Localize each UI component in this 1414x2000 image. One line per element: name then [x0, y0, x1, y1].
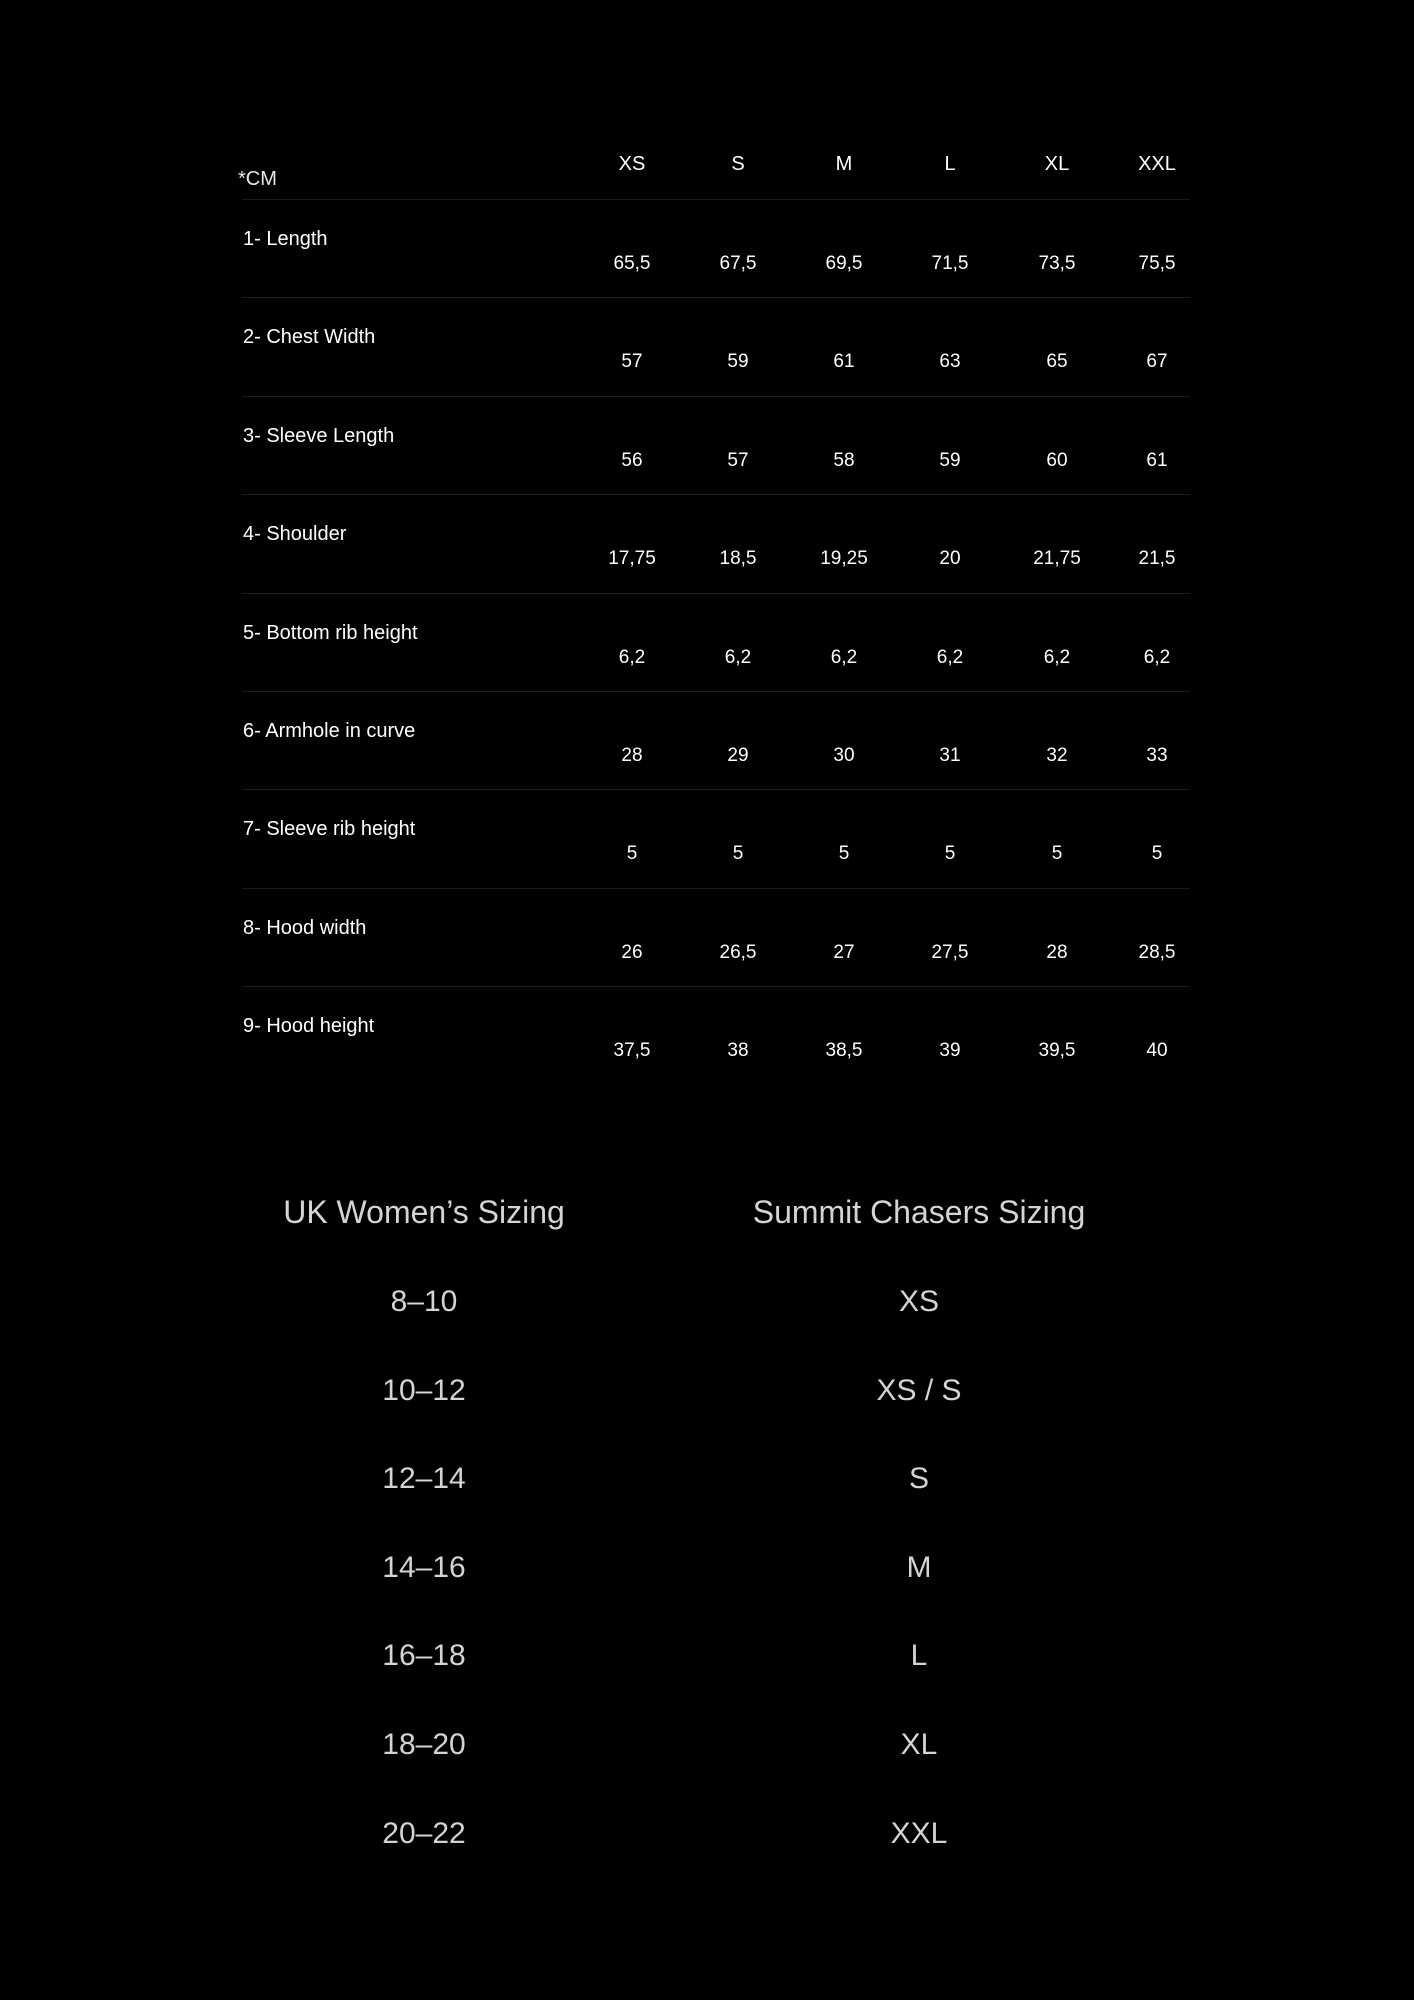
measurement-value: 21,75 [1033, 548, 1081, 570]
summit-size-value: XS [898, 1285, 940, 1318]
measurement-value: 5 [838, 843, 850, 865]
row-divider [242, 888, 1190, 889]
uk-size-value: 18–20 [382, 1728, 466, 1761]
measurement-label: 3- Sleeve Length [243, 424, 395, 447]
measurement-value: 26,5 [719, 941, 757, 963]
measurement-label: 9- Hood height [243, 1015, 375, 1038]
measurement-value: 6,2 [618, 646, 646, 668]
row-divider [242, 494, 1190, 495]
measurement-value: 56 [621, 449, 643, 471]
measurement-value: 57 [621, 351, 643, 373]
measurement-value: 61 [833, 351, 855, 373]
uk-size-value: 8–10 [390, 1285, 458, 1318]
uk-womens-sizing-header: UK Women’s Sizing [283, 1194, 565, 1230]
measurement-value: 38 [727, 1040, 749, 1062]
measurement-value: 73,5 [1038, 253, 1076, 274]
size-header-s: S [731, 153, 745, 175]
measurement-value: 5 [1151, 843, 1163, 865]
measurement-value: 18,5 [719, 548, 757, 570]
unit-label: *CM [238, 168, 277, 190]
measurement-value: 65,5 [613, 253, 651, 274]
measurement-value: 75,5 [1138, 253, 1176, 274]
uk-size-value: 12–14 [382, 1462, 466, 1496]
measurement-label: 2- Chest Width [243, 326, 376, 349]
size-header-l: L [944, 153, 956, 175]
measurement-label: 8- Hood width [243, 916, 367, 939]
measurement-value: 6,2 [1143, 646, 1171, 668]
measurement-value: 67,5 [719, 253, 757, 274]
measurement-label: 1- Length [243, 228, 328, 250]
measurement-value: 6,2 [1043, 646, 1071, 668]
measurement-value: 21,5 [1138, 548, 1176, 570]
measurement-value: 60 [1046, 449, 1068, 471]
measurement-value: 69,5 [825, 253, 863, 274]
measurement-value: 67 [1146, 351, 1168, 373]
uk-size-value: 10–12 [382, 1373, 466, 1407]
measurement-value: 28 [621, 745, 643, 766]
uk-size-value: 14–16 [382, 1550, 466, 1584]
measurement-value: 5 [732, 843, 744, 865]
size-header-xxl: XXL [1138, 153, 1176, 175]
measurement-label: 4- Shoulder [243, 523, 347, 546]
measurement-value: 32 [1046, 745, 1068, 766]
measurement-label: 6- Armhole in curve [243, 720, 416, 742]
summit-size-value: S [908, 1462, 929, 1496]
size-header-xl: XL [1044, 153, 1070, 175]
measurement-value: 28 [1046, 941, 1068, 963]
row-divider [242, 986, 1190, 987]
measurement-value: 57 [727, 449, 749, 471]
size-header-xs: XS [618, 153, 646, 175]
measurement-value: 27,5 [931, 941, 969, 963]
row-divider [242, 789, 1190, 790]
measurement-value: 28,5 [1138, 941, 1176, 963]
measurement-value: 5 [626, 843, 638, 865]
summit-size-value: XL [900, 1728, 938, 1761]
measurement-value: 39,5 [1038, 1040, 1076, 1062]
measurement-value: 5 [944, 843, 956, 865]
row-divider [242, 593, 1190, 594]
uk-size-value: 16–18 [382, 1639, 466, 1673]
measurement-value: 6,2 [724, 646, 752, 668]
measurement-value: 38,5 [825, 1040, 863, 1062]
measurement-value: 61 [1146, 449, 1168, 471]
row-divider [242, 691, 1190, 692]
row-divider [242, 396, 1190, 397]
measurement-value: 26 [621, 941, 643, 963]
row-divider [242, 199, 1190, 200]
measurement-value: 5 [1051, 843, 1063, 865]
row-divider [242, 297, 1190, 298]
size-header-m: M [835, 153, 853, 175]
measurement-value: 31 [939, 745, 961, 766]
summit-size-value: M [906, 1550, 932, 1584]
measurement-value: 20 [939, 548, 961, 570]
measurement-value: 40 [1146, 1040, 1168, 1062]
measurement-value: 63 [939, 351, 961, 373]
measurement-value: 59 [939, 449, 961, 471]
measurement-value: 6,2 [936, 646, 964, 668]
measurement-label: 5- Bottom rib height [243, 621, 418, 644]
measurement-value: 58 [833, 449, 855, 471]
measurement-value: 6,2 [830, 646, 858, 668]
measurement-value: 19,25 [820, 548, 868, 570]
measurement-value: 29 [727, 745, 749, 766]
measurement-value: 37,5 [613, 1040, 651, 1062]
summit-chasers-sizing-header: Summit Chasers Sizing [752, 1194, 1086, 1230]
measurement-value: 30 [833, 745, 855, 766]
uk-size-value: 20–22 [382, 1816, 466, 1850]
summit-size-value: XS / S [876, 1373, 962, 1407]
measurement-value: 59 [727, 351, 749, 373]
measurement-label: 7- Sleeve rib height [243, 818, 416, 841]
measurement-value: 33 [1146, 745, 1168, 766]
measurement-value: 71,5 [931, 253, 969, 274]
measurement-value: 27 [833, 941, 855, 963]
measurement-value: 17,75 [608, 548, 656, 570]
measurement-value: 65 [1046, 351, 1068, 373]
measurement-value: 39 [939, 1040, 961, 1062]
summit-size-value: XXL [890, 1816, 948, 1850]
summit-size-value: L [910, 1639, 928, 1673]
